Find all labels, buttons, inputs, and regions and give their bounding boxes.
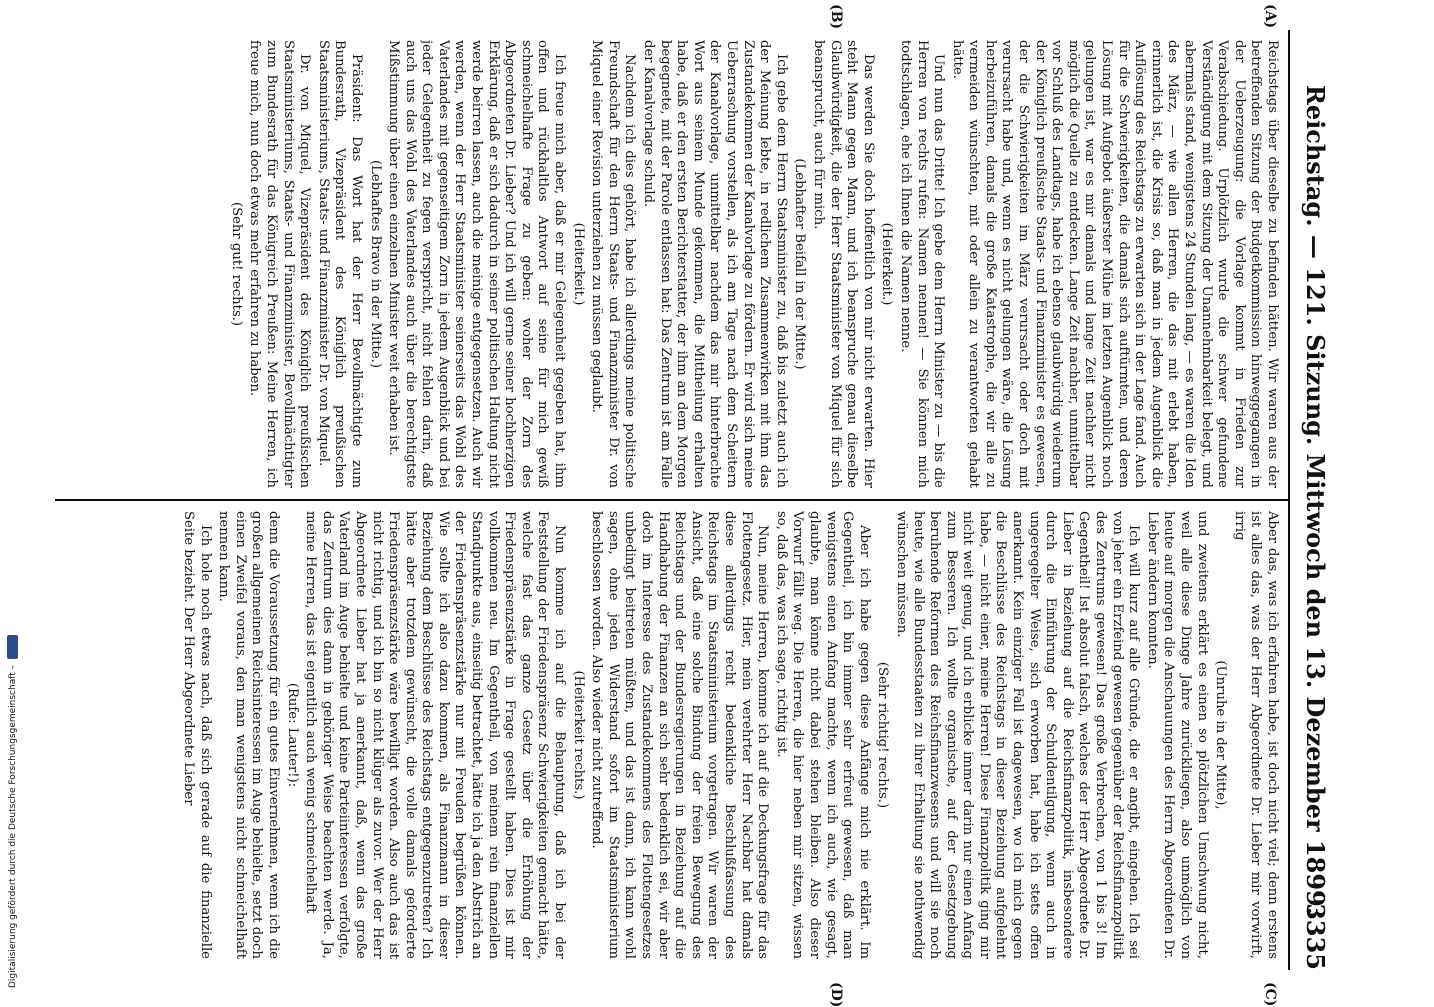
paragraph: Aber das, was ich erfahren habe, ist doch nicht viel; denn erstens ist alles das, was der Herr Abgeordnete Dr. Lieber mir vorwirft, irrig [1231, 511, 1280, 959]
paragraph: Nun, meine Herren, komme ich auf die Deckungsfrage für das Flottengesetz. Hier, mein verehrter Herr Nachbar hat damals diese allerdings recht bedenkliche Beschlußfassung des Reichstags im Staatsministerium vorgetragen. Wir waren der Ansicht, daß eine solche Bindung der freien Bewegung des Reichstags und der Bundesregierungen in Beziehung auf die Handhabung der Finanzen an sich sehr bedenklich sei, wir aber doch im Interesse des Zustandekommens des Flottengesetzes unbedingt beitreten müßten, und das ist dann, ich kann wohl sagen, ohne jeden Widerstand sofort im Staatsministerium beschlossen worden. Also wieder nicht zutreffend. [589, 511, 771, 959]
paragraph: Reichstags über dieselbe zu befinden hätten. Wir waren aus der betreffenden Sitzung der Budgetkommission hinweggegangen in der Ueberzeugung: die Vorlage kommt in Frieden zur Verabschiedung. Urplötzlich wurde die schwer gefundene Verständigung mit dem Sitzung der Unannehmbarkeit belegt, und abermals stand, wenigstens 24 Stunden lang, — es waren die Iden des März, — wie allen Herren, die das mit erlebt haben, erinnerlich ist, die Krisis so, daß man in jedem Augenblick die Auflösung des Reichstags zu erwarten sich in der Lage fand. Auch für die Schwierigkeiten, die damals sich auftürmten, und deren Lösung mit Aufgebot äußerster Mühe im letzten Augenblick noch gelungen ist, war es mir damals und lange Zeit nachher nicht möglich die Quelle zu entdecken. Lange Zeit nachher, unmittelbar vor Schluß des Landtags, habe ich ebenso glaubwürdig wiederum der Königlich preußische Staats- und Finanzminister es gewesen, der die Schwierigkeiten im März verursacht oder doch mit verursacht habe und, wenn es nicht gelungen wäre, die Lösung herbeizuführen, damals die große Katastrophe, die wir alle zu vermeiden wünschten, mit oder allein zu verantworten gehabt hätte. [949, 40, 1280, 488]
paragraph: und zweitens erklärt es einen so plötzlichen Umschwung nicht, weil alle diese Dinge Jahre zurückliegen, also unmöglich von heute auf morgen die Anschauungen des Herrn Abgeordneten Dr. Lieber ändern konnten. [1144, 511, 1210, 959]
stamp-text-wrapper [6, 606, 20, 988]
left-column [50, 40, 1280, 488]
paragraph: denn die Voraussetzung für ein gutes Einvernehmen, wenn ich die großen allgemeinen Reichsinteressen im Auge behielte, setzt doch einen Zweifel voraus, den man wenigstens nicht schmeichelhaft nennen kann. [216, 511, 281, 959]
interjection: (Unruhe in der Mitte), [1213, 660, 1229, 810]
margin-letter-a: (A) [1262, 4, 1278, 29]
interjection: (Heiterkeit rechts.) [570, 670, 586, 800]
paragraph: Ich gebe dem Herrn Staatsminister zu, daß bis zuletzt auch ich der Meinung lebte, in redlichem Zusammenwirken mit ihm das Zustandekommen der Kanalvorlage zu fördern. Er wird sich meine Ueberraschung vorstellen, als ich am Tage nach dem Scheitern der Kanalvorlage, unmittelbar nachdem das mir hinterbrachte Wort aus seinem Munde gekommen, die Mittheilung erhalten habe, daß er den ersten Berichterstatter, der ihm an dem Morgen begegnete, mit der Parole entlassen hat: Das Zentrum ist am Falle der Kanalvorlage schuld. [641, 40, 789, 488]
interjection: (Lebhaftes Bravo in der Mitte.) [367, 160, 383, 368]
header-title: Reichstag. — 121. Sitzung. Mittwoch den 13. Dezember 1899. [1301, 84, 1330, 916]
interjection: (Sehr richtig! rechts.) [875, 661, 891, 809]
column-divider [55, 499, 1290, 501]
paragraph: Nachdem ich dies gehört, habe ich allerdings meine politische Freundschaft für den Herrn Staats- und Finanzminister Dr. von Miquel einer Revision unterziehen zu müssen geglaubt. [589, 40, 638, 488]
speaker-paragraph: Dr. von Miquel, Vizepräsident des Königlich preußischen Staatsministeriums, Staats- und Finanzminister, Bevollmächtigter zum Bundesrath für das Königreich Preußen: Meine Herren, ich freue mich, nun doch etwas mehr erfahren zu haben. [247, 40, 313, 488]
paragraph: Ich freue mich aber, daß er mir Gelegenheit gegeben hat, ihm offen und rückhaltlos Antwort auf seine für mich gewiß schmeichelhafte Frage zu geben: woher der Zorn des Abgeordneten Dr. Lieber? Und ich will gerne seiner hochherzigen Erklärung, daß er sich dadurch in seiner politischen Haltung nicht werde beirren lassen, auch die meinige entgegensetzen. Auch wir werden, wenn der Herr Staatsminister seinerseits das Wohl des Vaterlandes mit gegenseitigem Zorn in jedem Augenblick und bei jeder Gelegenheit zu fegen verspricht, nicht fehlen darin, daß auch uns das Wohl des Vaterlandes auch über die berechtigtste Mißstimmung über einen einzelnen Minister weit erhaben ist. [386, 40, 568, 488]
interjection: (Sehr gut! rechts.) [228, 201, 244, 327]
interjection: (Heiterkeit.) [879, 222, 895, 306]
dfg-logo-icon [7, 635, 18, 659]
margin-letter-c: (C) [1262, 982, 1278, 1007]
paragraph: Das werden Sie doch hoffentlich von mir nicht erwarten. Hier steht Mann gegen Mann, und ich beanspruche genau dieselbe Glaubwürdigkeit, die der Herr Staatsminister von Miquel für sich beansprucht, auch für mich. [810, 40, 876, 488]
interjection: (Lebhafter Beifall in der Mitte.) [792, 158, 808, 370]
rotated-page-content [40, 4, 1330, 1007]
margin-letter-b: (B) [828, 4, 844, 30]
page-header [1290, 30, 1330, 970]
paragraph: Und nun das Dritte! Ich gebe dem Herrn Minister zu — bis die Herren von rechts rufen: Namen nennen! — Sie können mich todtschlagen, ehe ich Ihnen die Namen nenne. [897, 40, 947, 488]
speaker-paragraph: Präsident: Das Wort hat der Herr Bevollmächtigte zum Bundesrath, Vizepräsident des Königlich preußischen Staatsministeriums, Staats- und Finanzminister Dr. von Miquel. [315, 40, 364, 488]
right-column [50, 511, 1280, 959]
digitization-stamp [6, 606, 20, 988]
page-number: 3335 [1301, 903, 1330, 970]
paragraph: Ich hole noch etwas nach, daß sich gerade auf die finanzielle Seite bezieht. Der Herr Abgeordnete Lieber [181, 511, 213, 959]
interjection: (Heiterkeit.) [570, 222, 586, 306]
interjection: (Rufe: Lauter!): [284, 682, 300, 788]
stamp-text: Digitalisierung gefördert durch die Deutsche Forschungsgemeinschaft – [8, 664, 18, 988]
margin-letter-d: (D) [828, 982, 844, 1007]
paragraph: Aber ich habe gegen diese Anfänge mich nie erklärt. Im Gegentheil, ich bin immer sehr erfreut gewesen, daß man wenigstens einen Anfang machte, wenn ich auch, wie gesagt, glaubte, man könne nicht dabei stehen bleiben. Also dieser Vorwurf fällt weg. Die Herren, die hier neben mir sitzen, wissen so, daß das, was ich sage, richtig ist. [773, 511, 872, 959]
paragraph: Nun komme ich auf die Behauptung, daß ich bei der Feststellung der Friedenspräsenz Schwierigkeiten gemacht hätte, welche fast das ganze Gesetz über die Erhöhung der Friedenspräsenzstärke in Frage gestellt haben. Dies ist mir vollkommen neu. Im Gegentheil, von meinem rein finanziellen Standpunkte aus, einseitig betrachtet, hätte ich ja den Abstrich an der Friedenspräsenzstärke nur mit Freuden begrüßen können. Wie sollte ich also dazu kommen, als Finanzmann in dieser Beziehung dem Beschlüsse des Reichstags entgegenzutreten? Ich hätte aber trotzdem gewünscht, die volle damals geforderte Friedenspräsenzstärke wäre bewilligt worden. Also auch das ist nicht richtig, und ich bin so nicht klüger als zuvor. Wer der Herr Abgeordnete Lieber hat ja anerkannt, daß, wenn das große Vaterland im Auge behielte und keine Parteiinteressen verfolgte, das Zentrum dies dann in gehöriger Weise beachten werde. Ja, meine Herren, das ist eigentlich auch wenig schmeichelhaft [303, 511, 568, 959]
paragraph: Ich will kurz auf alle Gründe, die er angibt, eingehen. Ich sei von jeher ein Erzfeind gewesen gegenüber der Reichsfinanzpolitik des Zentrums gewesen! Das große Verbrechen, von 1 bis 3! Im Gegentheil! Ist absolut falsch, welches der Herr Abgeordnete Dr. Lieber in Beziehung auf die Reichsfinanzpolitik, insbesondere durch die Einführung der Schuldentilgung, wenn auch in ungeregelter Weise, sich erworben hat, habe ich stets offen anerkannt. Kein einziger Fall ist dagewesen, wo ich mich gegen die Beschlüsse des Reichstags in dieser Beziehung aufgelehnt habe, — nicht einer, meine Herren! Diese Finanzpolitik ging mir nicht weit genug, und ich erblicke immer darin nur einen Anfang zum Besseren. Ich wollte organische, auf der Gesetzgebung beruhende Reformen des Reichsfinanzwesens und will sie noch heute, wie alle Bundesstaaten zu ihrer Erhaltung sie nothwendig wünschen müssen. [893, 511, 1142, 959]
